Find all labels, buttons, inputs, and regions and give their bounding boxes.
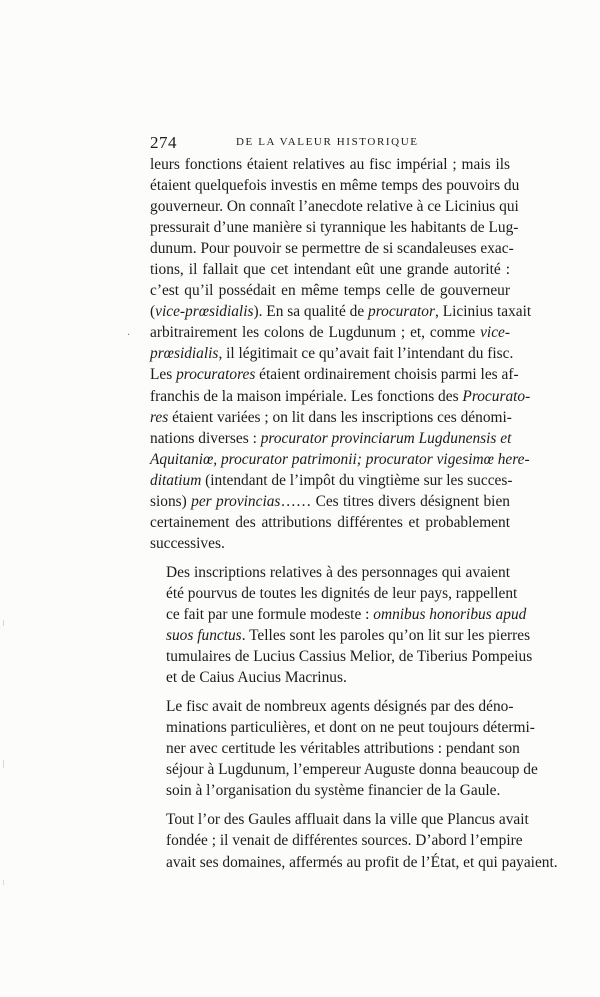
margin-mark: · bbox=[127, 330, 131, 341]
text-line bbox=[150, 583, 518, 604]
text-line bbox=[150, 625, 531, 646]
text-run: étaient variées ; on lit dans les inscriptions ces dénomi- bbox=[168, 408, 512, 426]
text-run: étaient ordinairement choisis parmi les af- bbox=[255, 366, 519, 384]
text-line bbox=[150, 196, 519, 217]
body-text bbox=[150, 154, 558, 881]
paragraph bbox=[150, 696, 538, 801]
text-run: et de Caius Aucius Macrinus. bbox=[166, 669, 347, 687]
text-run: gouverneur. On connaît l’anecdote relative à ce Licinius qui bbox=[150, 198, 519, 216]
italic-run: Aquitaniœ, procurator patrimonii; procurator vigesimœ here- bbox=[150, 450, 530, 468]
text-run: certainement des attributions différentes et probablement bbox=[150, 513, 510, 531]
text-run: Le fisc avait de nombreux agents désignés par des déno- bbox=[166, 698, 514, 716]
text-run: …… Ces titres divers désignent bien bbox=[280, 492, 510, 510]
italic-run: procuratores bbox=[176, 366, 256, 384]
text-run: c’est qu’il possédait en même temps celle de gouverneur bbox=[150, 282, 510, 300]
text-line bbox=[150, 428, 510, 449]
text-run: Tout l’or des Gaules affluait dans la ville que Plancus avait bbox=[166, 811, 529, 829]
italic-run: suos functus bbox=[166, 627, 242, 645]
text-run: arbitrairement les colons de Lugdunum ; et, comme bbox=[150, 324, 481, 342]
italic-run: procurator bbox=[368, 303, 435, 321]
text-run: successives. bbox=[150, 534, 225, 552]
text-line bbox=[150, 780, 510, 801]
text-run: ). En sa qualité de bbox=[253, 303, 369, 321]
running-title: DE LA VALEUR HISTORIQUE bbox=[236, 136, 419, 148]
text-line bbox=[150, 301, 532, 322]
text-line bbox=[150, 696, 514, 717]
text-line bbox=[150, 238, 514, 259]
text-line bbox=[150, 470, 513, 491]
scan-edge-mark bbox=[3, 620, 4, 626]
text-line bbox=[150, 738, 520, 759]
text-line bbox=[150, 562, 510, 583]
text-line bbox=[150, 759, 538, 780]
text-run: franchis de la maison impériale. Les fonctions des bbox=[150, 387, 463, 405]
text-run: Les bbox=[150, 366, 177, 384]
text-run: été pourvus de toutes les dignités de leur pays, rappellent bbox=[166, 584, 518, 602]
italic-run: omnibus honoribus apud bbox=[373, 605, 527, 623]
italic-run: Procurato- bbox=[462, 387, 531, 405]
italic-run: per provincias bbox=[191, 492, 281, 510]
text-line bbox=[150, 386, 531, 407]
text-line bbox=[150, 717, 535, 738]
text-line bbox=[150, 343, 514, 364]
text-line bbox=[150, 604, 527, 625]
text-line bbox=[150, 852, 558, 873]
text-run: . Telles sont les paroles qu’on lit sur les pierres bbox=[241, 627, 531, 645]
italic-run: res bbox=[150, 408, 169, 426]
text-run: ( bbox=[150, 303, 156, 321]
text-line bbox=[150, 217, 519, 238]
text-line bbox=[150, 830, 523, 851]
italic-run: procurator provinciarum Lugdunensis et bbox=[260, 429, 512, 447]
text-line bbox=[150, 322, 510, 343]
text-run: avait ses domaines, affermés au profit de l’État, et qui payaient. bbox=[166, 853, 558, 871]
page-number: 274 bbox=[150, 133, 177, 152]
scan-edge-mark bbox=[3, 760, 4, 768]
text-line bbox=[150, 491, 510, 512]
text-run: , il légitimait ce qu’avait fait l’intendant du fisc. bbox=[218, 345, 514, 363]
text-run: ner avec certitude les véritables attributions : pendant son bbox=[166, 740, 520, 758]
text-line bbox=[150, 449, 530, 470]
text-run: sions) bbox=[150, 492, 192, 510]
italic-run: vice- bbox=[480, 324, 510, 342]
text-line bbox=[150, 175, 520, 196]
text-run: séjour à Lugdunum, l’empereur Auguste donna beaucoup de bbox=[166, 761, 538, 779]
paragraph bbox=[150, 809, 558, 872]
text-run: pressurait d’une manière si tyrannique les habitants de Lug- bbox=[150, 219, 519, 237]
text-run: tumulaires de Lucius Cassius Melior, de Tiberius Pompeius bbox=[166, 648, 533, 666]
text-line bbox=[150, 809, 529, 830]
text-line bbox=[150, 646, 533, 667]
text-run: Des inscriptions relatives à des personnages qui avaient bbox=[166, 563, 510, 581]
paragraph bbox=[150, 154, 532, 554]
text-run: nations diverses : bbox=[150, 429, 261, 447]
text-line bbox=[150, 259, 510, 280]
scan-edge-mark bbox=[3, 880, 4, 885]
text-line bbox=[150, 280, 510, 301]
running-head bbox=[150, 133, 510, 151]
paragraph bbox=[150, 562, 533, 688]
italic-run: vice-prœsidialis bbox=[155, 303, 254, 321]
text-line bbox=[150, 407, 510, 428]
text-line bbox=[150, 533, 510, 554]
text-run: leurs fonctions étaient relatives au fisc impérial ; mais ils bbox=[150, 156, 510, 173]
text-line bbox=[150, 364, 519, 385]
text-line bbox=[150, 667, 510, 688]
italic-run: prœsidialis bbox=[150, 345, 219, 363]
text-line bbox=[150, 512, 510, 533]
text-run: fondée ; il venait de différentes sources. D’abord l’empire bbox=[166, 832, 523, 850]
text-run: (intendant de l’impôt du vingtième sur les succes- bbox=[201, 471, 513, 489]
text-run: tions, il fallait que cet intendant eût une grande autorité : bbox=[150, 261, 510, 279]
text-line bbox=[150, 154, 510, 175]
italic-run: ditatium bbox=[150, 471, 202, 489]
text-run: étaient quelquefois investis en même temps des pouvoirs du bbox=[150, 177, 520, 195]
text-run: , Licinius taxait bbox=[435, 303, 532, 321]
text-run: soin à l’organisation du système financier de la Gaule. bbox=[166, 782, 501, 800]
text-run: dunum. Pour pouvoir se permettre de si scandaleuses exac- bbox=[150, 240, 514, 258]
text-run: ce fait par une formule modeste : bbox=[166, 605, 374, 623]
text-run: minations particulières, et dont on ne peut toujours détermi- bbox=[166, 719, 535, 737]
